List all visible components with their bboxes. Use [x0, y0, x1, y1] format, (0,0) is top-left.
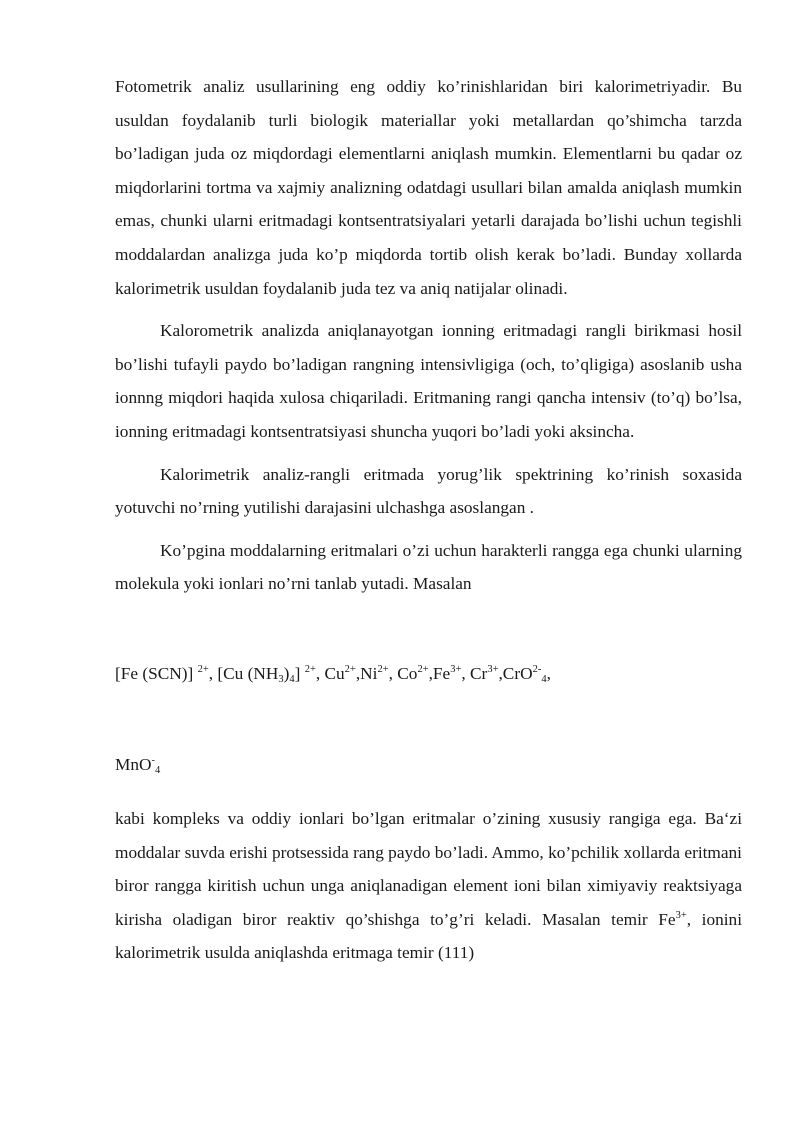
subscript: 4	[289, 673, 295, 685]
formula-cr: , Cr	[461, 663, 488, 683]
formula-fe: ,Fe	[428, 663, 451, 683]
formula-fe-scn: [Fe (SCN)]	[115, 663, 198, 683]
formula-cu: , Cu	[315, 663, 345, 683]
formula-mno4-line	[115, 748, 742, 782]
formula-text: ]	[294, 663, 305, 683]
charge: -	[151, 754, 155, 766]
document-page	[115, 70, 742, 979]
subscript: 4	[541, 673, 547, 685]
charge: 3+	[450, 663, 462, 675]
formula-text: )	[283, 663, 290, 683]
charge: 2-	[532, 663, 542, 675]
charge: 2+	[377, 663, 389, 675]
charge: 2+	[344, 663, 356, 675]
charge: 2+	[304, 663, 316, 675]
charge: 3+	[675, 909, 687, 921]
formula-ni: ,Ni	[355, 663, 378, 683]
paragraph-definition: Kalorimetrik analiz-rangli eritmada yorug’lik spektrining ko’rinish soxasida yotuvchi no’rning yutilishi darajasini ulchashga asoslangan .	[115, 464, 742, 518]
paragraph-complex-ions	[115, 802, 742, 970]
charge: 2+	[197, 663, 209, 675]
formula-cro4: ,CrO	[498, 663, 533, 683]
subscript: 3	[278, 673, 284, 685]
paragraph-examples-lead: Ko’pgina moddalarning eritmalari o’zi uchun harakterli rangga ega chunki ularning molekula yoki ionlari no’rni tanlab yutadi. Masalan	[115, 540, 742, 594]
charge: 3+	[487, 663, 499, 675]
formula-ions-line	[115, 657, 742, 691]
paragraph-kalorometrik: Kalorometrik analizda aniqlanayotgan ionning eritmadagi rangli birikmasi hosil bo’lishi tufayli paydo bo’ladigan rangning intensivligiga (och, to’qligiga) asoslanib usha ionnng miqdori haqida xulosa chiqariladi. Eritmaning rangi qancha intensiv (to’q) bo’lsa, ionning eritmadagi kontsentratsiyasi shuncha yuqori bo’ladi yoki aksincha.	[115, 321, 742, 441]
paragraph-intro: Fotometrik analiz usullarining eng oddiy ko’rinishlaridan biri kalorimetriyadir. Bu usuldan foydalanib turli biologik materiallar yoki metallardan qo’shimcha tarzda bo’ladigan juda oz miqdordagi elementlarni aniqlash mumkin. Elementlarni bu qadar oz miqdorlarini tortma va xajmiy analizning odatdagi usullari bilan amalda aniqlash mumkin emas, chunki ularni eritmadagi kontsentratsiyalari yetarli darajada bo’lishi uchun tegishli moddalardan analizga juda ko’p miqdorda tortib olish kerak bo’ladi. Bunday xollarda kalorimetrik usuldan foydalanib juda tez va aniq natijalar olinadi.	[115, 77, 742, 298]
formula-mno4: MnO	[115, 754, 152, 774]
formula-cu-nh3: , [Cu (NH	[208, 663, 279, 683]
formula-text: ,	[546, 663, 551, 683]
formula-co: , Co	[388, 663, 418, 683]
subscript: 4	[155, 764, 161, 776]
charge: 2+	[417, 663, 429, 675]
paragraph-text: kabi kompleks va oddiy ionlari bo’lgan eritmalar o’zining xususiy rangiga ega. Ba‘zi moddalar suvda erishi protsessida rang paydo bo’ladi. Ammo, ko’pchilik xollarda eritmani biror rangga kiritish uchun unga aniqlanadigan element ioni bilan ximiyaviy reaktsiyaga kirisha oladigan biror reaktiv qo’shishga to’g’ri keladi. Masalan temir Fe	[115, 809, 742, 929]
paragraph-text: , ionini kalorimetrik usulda aniqlashda eritmaga temir (111)	[115, 909, 742, 963]
